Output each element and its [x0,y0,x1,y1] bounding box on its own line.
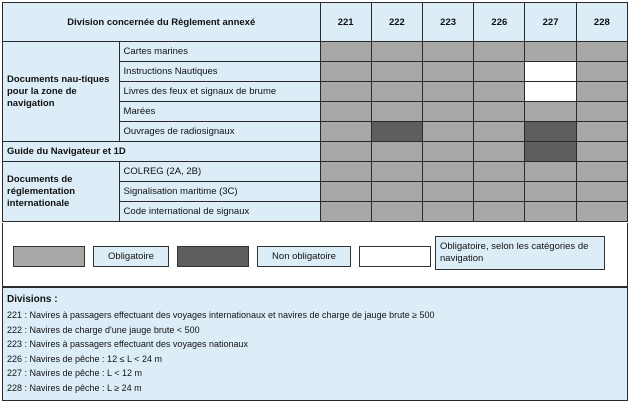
column-header: 221 [320,3,371,42]
row-label: Cartes marines [119,42,320,62]
cell-mandatory [320,122,371,142]
table-row [3,142,628,162]
cell-mandatory [576,202,627,222]
cell-mandatory [422,42,473,62]
divisions-panel [2,287,628,401]
table-row [3,162,628,182]
cell-mandatory [576,62,627,82]
column-header: 228 [576,3,627,42]
cell-mandatory [320,182,371,202]
cell-mandatory [576,142,627,162]
cell-mandatory [371,162,422,182]
row-label: Signalisation maritime (3C) [119,182,320,202]
cell-mandatory [525,202,576,222]
cell-mandatory [422,122,473,142]
cell-not-mandatory [525,142,576,162]
requirements-table [2,2,628,222]
cell-mandatory [320,102,371,122]
cell-mandatory [371,102,422,122]
row-label: Code international de signaux [119,202,320,222]
cell-mandatory [576,82,627,102]
row-label: Marées [119,102,320,122]
cell-mandatory [525,162,576,182]
cell-mandatory [474,82,525,102]
legend-label-by-category: Obligatoire, selon les catégories de navigation [435,236,605,270]
cell-mandatory [371,82,422,102]
division-item: 222 : Navires de charge d'une jauge brute < 500 [7,324,200,335]
group-label: Guide du Navigateur et 1D [3,142,321,162]
legend-label-not-mandatory: Non obligatoire [257,246,351,267]
cell-mandatory [474,42,525,62]
legend-swatch-mandatory [13,246,85,267]
legend-swatch-not-mandatory [177,246,249,267]
cell-mandatory [371,62,422,82]
row-label: COLREG (2A, 2B) [119,162,320,182]
cell-mandatory [474,202,525,222]
cell-mandatory [525,182,576,202]
cell-mandatory [474,62,525,82]
division-item: 226 : Navires de pêche : 12 ≤ L < 24 m [7,353,162,364]
cell-mandatory [474,122,525,142]
cell-mandatory [576,42,627,62]
cell-mandatory [576,182,627,202]
table-row [3,42,628,62]
row-label: Livres des feux et signaux de brume [119,82,320,102]
cell-mandatory [474,182,525,202]
cell-mandatory [474,162,525,182]
cell-mandatory [422,102,473,122]
cell-mandatory [474,102,525,122]
cell-mandatory [320,82,371,102]
column-header: 222 [371,3,422,42]
cell-mandatory [422,82,473,102]
cell-mandatory [525,42,576,62]
division-item: 223 : Navires à passagers effectuant des voyages nationaux [7,339,248,349]
group-label: Documents de réglementation internationale [3,162,120,222]
legend-label-mandatory: Obligatoire [93,246,169,267]
cell-mandatory [371,142,422,162]
legend [2,223,628,287]
document-page [2,2,628,402]
division-item: 228 : Navires de pêche : L ≥ 24 m [7,382,142,393]
cell-by-category [525,62,576,82]
column-header: 226 [474,3,525,42]
cell-mandatory [525,102,576,122]
division-item: 227 : Navires de pêche : L < 12 m [7,368,142,378]
row-label: Ouvrages de radiosignaux [119,122,320,142]
division-item: 221 : Navires à passagers effectuant des voyages internationaux et navires de charge de jauge brute ≥ 500 [7,310,435,320]
cell-mandatory [576,122,627,142]
cell-mandatory [422,62,473,82]
cell-by-category [525,82,576,102]
legend-swatch-by-category [359,246,431,267]
cell-mandatory [576,162,627,182]
header-row [3,3,628,42]
cell-mandatory [422,182,473,202]
cell-mandatory [576,102,627,122]
cell-mandatory [371,42,422,62]
cell-mandatory [474,142,525,162]
cell-mandatory [320,142,371,162]
cell-mandatory [422,142,473,162]
cell-mandatory [422,202,473,222]
group-label: Documents nau-tiques pour la zone de navigation [3,42,120,142]
cell-not-mandatory [371,122,422,142]
cell-mandatory [320,162,371,182]
column-header: 223 [422,3,473,42]
cell-mandatory [371,182,422,202]
cell-mandatory [320,62,371,82]
column-header: 227 [525,3,576,42]
divisions-title: Divisions : [7,294,58,305]
cell-mandatory [320,42,371,62]
cell-mandatory [422,162,473,182]
cell-mandatory [320,202,371,222]
division-header: Division concernée du Règlement annexé [3,3,321,42]
cell-not-mandatory [525,122,576,142]
cell-mandatory [371,202,422,222]
row-label: Instructions Nautiques [119,62,320,82]
